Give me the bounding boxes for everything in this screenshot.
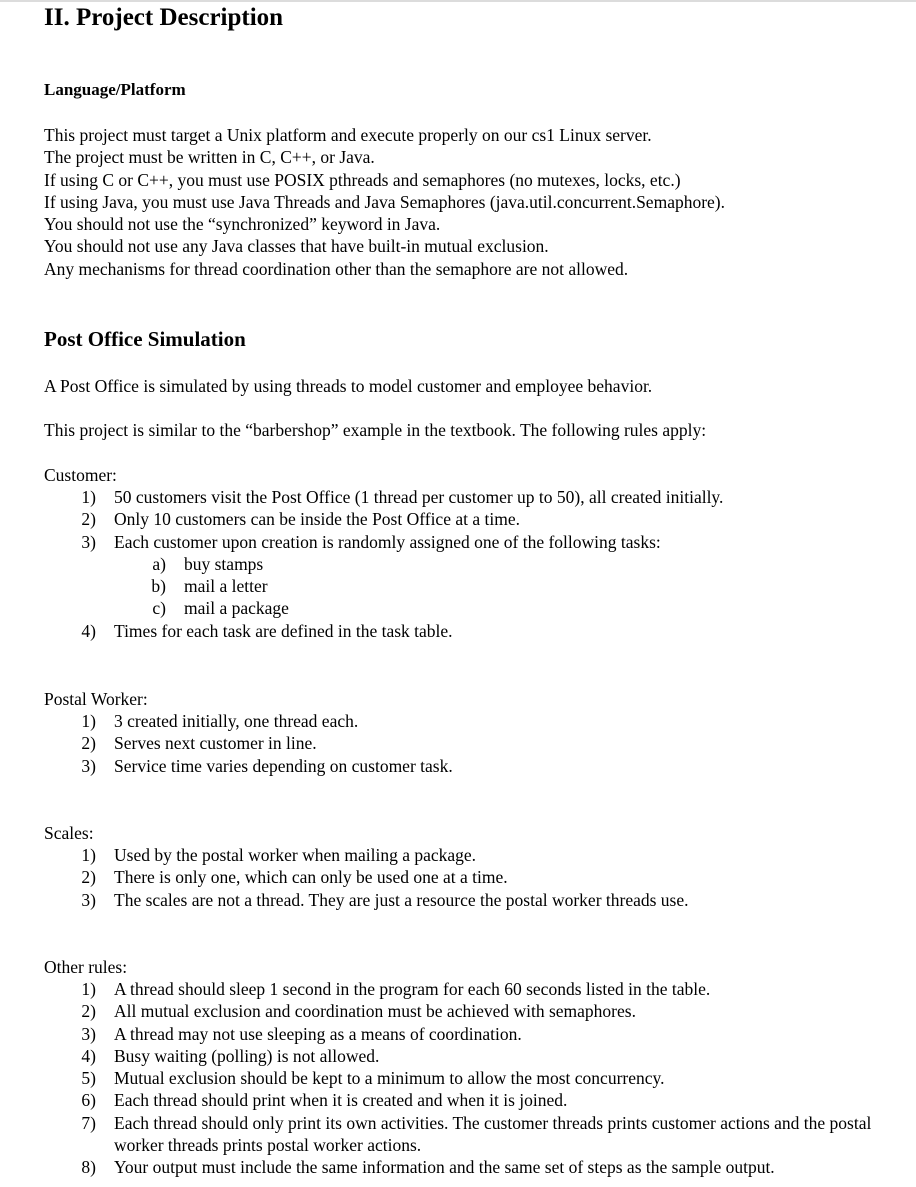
list-item	[44, 1023, 884, 1045]
simulation-heading: Post Office Simulation	[44, 327, 246, 351]
list-number: 1)	[81, 979, 96, 999]
list-text: Your output must include the same information and the same set of steps as the sample output.	[114, 1157, 775, 1178]
list-item	[44, 844, 884, 866]
customer-label: Customer:	[44, 465, 117, 485]
list-text: A thread should sleep 1 second in the program for each 60 seconds listed in the table.	[114, 979, 711, 999]
list-item	[44, 1000, 884, 1022]
list-item	[44, 710, 884, 732]
other-rules-list	[44, 978, 884, 1179]
language-platform-line: If using Java, you must use Java Threads and Java Semaphores (java.util.concurrent.Semaphore).	[44, 191, 726, 212]
list-item	[44, 889, 884, 911]
list-number: 2)	[81, 509, 96, 530]
list-item	[44, 1045, 884, 1067]
list-item	[44, 531, 884, 553]
simulation-similar: This project is similar to the “barbershop” example in the textbook. The following rules apply:	[44, 420, 707, 440]
list-text: A thread may not use sleeping as a means of coordination.	[114, 1023, 522, 1044]
task-text: buy stamps	[184, 553, 264, 574]
list-number: 3)	[81, 755, 96, 776]
list-item	[44, 732, 884, 754]
language-platform-heading: Language/Platform	[44, 80, 186, 99]
list-item	[44, 508, 884, 530]
list-text: There is only one, which can only be used one at a time.	[114, 867, 508, 888]
list-text: Mutual exclusion should be kept to a minimum to allow the most concurrency.	[114, 1068, 665, 1089]
list-number: 7)	[81, 1112, 96, 1133]
list-text: Each customer upon creation is randomly assigned one of the following tasks:	[114, 531, 661, 552]
list-item	[44, 1067, 884, 1089]
list-number: 4)	[81, 620, 96, 641]
language-platform-line: Any mechanisms for thread coordination other than the semaphore are not allowed.	[44, 258, 629, 279]
list-text: Serves next customer in line.	[114, 733, 317, 754]
list-number: 8)	[81, 1157, 96, 1178]
task-item	[44, 553, 884, 575]
list-text: Service time varies depending on customer task.	[114, 755, 453, 776]
list-text: Only 10 customers can be inside the Post Office at a time.	[114, 509, 520, 530]
postal-worker-label: Postal Worker:	[44, 689, 148, 709]
list-text: Each thread should only print its own activities. The customer threads prints customer actions and the postal worker threads prints postal worker actions.	[114, 1112, 872, 1156]
list-item	[44, 1112, 884, 1157]
scales-label: Scales:	[44, 823, 94, 843]
task-item	[44, 597, 884, 619]
language-platform-line: The project must be written in C, C++, or Java.	[44, 147, 375, 168]
list-item	[44, 1089, 884, 1111]
list-number: 3)	[81, 889, 96, 910]
list-number: 2)	[81, 1001, 96, 1022]
language-platform-line: You should not use any Java classes that have built-in mutual exclusion.	[44, 236, 549, 257]
list-item	[44, 978, 884, 1000]
list-item	[44, 1156, 884, 1178]
customer-list	[44, 486, 884, 642]
list-number: 4)	[81, 1045, 96, 1066]
list-text: All mutual exclusion and coordination must be achieved with semaphores.	[114, 1001, 636, 1022]
list-text: Each thread should print when it is created and when it is joined.	[114, 1090, 568, 1111]
list-text: 3 created initially, one thread each.	[114, 711, 359, 731]
list-number: 1)	[81, 845, 96, 865]
language-platform-line: If using C or C++, you must use POSIX pthreads and semaphores (no mutexes, locks, etc.)	[44, 169, 681, 190]
list-item	[44, 755, 884, 777]
list-text: Busy waiting (polling) is not allowed.	[114, 1045, 380, 1066]
list-number: 3)	[81, 531, 96, 552]
task-text: mail a letter	[184, 576, 268, 597]
list-item	[44, 620, 884, 642]
list-number: 6)	[81, 1090, 96, 1111]
task-letter: c)	[152, 598, 166, 619]
list-text: 50 customers visit the Post Office (1 thread per customer up to 50), all created initially.	[114, 487, 724, 507]
section-title: II. Project Description	[44, 4, 284, 31]
task-item	[44, 575, 884, 597]
list-number: 5)	[81, 1068, 96, 1089]
list-number: 2)	[81, 867, 96, 888]
language-platform-paragraph	[44, 124, 725, 280]
list-item	[44, 866, 884, 888]
list-text: The scales are not a thread. They are just a resource the postal worker threads use.	[114, 889, 689, 910]
language-platform-line: This project must target a Unix platform and execute properly on our cs1 Linux server.	[44, 125, 652, 145]
language-platform-line: You should not use the “synchronized” keyword in Java.	[44, 214, 441, 235]
simulation-intro: A Post Office is simulated by using threads to model customer and employee behavior.	[44, 376, 653, 396]
list-item	[44, 486, 884, 508]
list-text: Times for each task are defined in the task table.	[114, 620, 453, 641]
list-text: Used by the postal worker when mailing a package.	[114, 845, 477, 865]
list-number: 3)	[81, 1023, 96, 1044]
list-number: 1)	[81, 711, 96, 731]
task-text: mail a package	[184, 598, 289, 619]
scales-list	[44, 844, 884, 911]
list-number: 1)	[81, 487, 96, 507]
other-rules-label: Other rules:	[44, 957, 128, 977]
postal-worker-list	[44, 710, 884, 777]
task-letter: a)	[152, 553, 166, 574]
task-letter: b)	[151, 576, 166, 597]
list-number: 2)	[81, 733, 96, 754]
